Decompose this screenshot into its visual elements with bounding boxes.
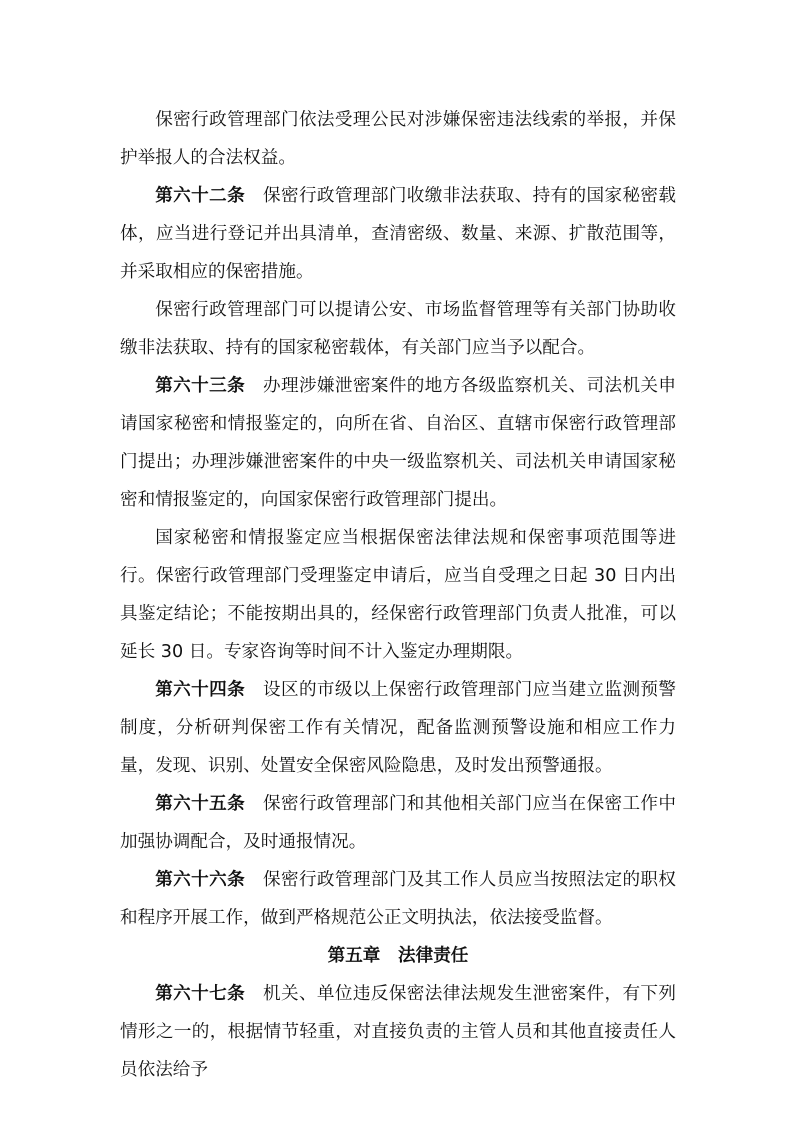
article-67 — [120, 975, 676, 1089]
paragraph-5 — [120, 519, 676, 671]
article-number: 第六十二条 — [155, 186, 246, 206]
article-number: 第六十六条 — [155, 870, 246, 890]
paragraph-text: 国家秘密和情报鉴定应当根据保密法律法规和保密事项范围等进行。保密行政管理部门受理鉴定申请后，应当自受理之日起 30 日内出具鉴定结论；不能按期出具的，经保密行政管理部门负责人批准，可以延长 30 日。专家咨询等时间不计入鉴定办理期限。 — [120, 528, 676, 662]
document-page — [120, 101, 676, 1089]
paragraph-text: 保密行政管理部门和其他相关部门应当在保密工作中加强协调配合，及时通报情况。 — [120, 794, 676, 852]
chapter-title: 法律责任 — [398, 946, 469, 966]
article-63 — [120, 367, 676, 519]
paragraph-text: 保密行政管理部门收缴非法获取、持有的国家秘密载体，应当进行登记并出具清单，查清密级、数量、来源、扩散范围等，并采取相应的保密措施。 — [120, 186, 676, 282]
article-62 — [120, 177, 676, 291]
article-65 — [120, 785, 676, 861]
paragraph-text: 机关、单位违反保密法律法规发生泄密案件，有下列情形之一的，根据情节轻重，对直接负责的主管人员和其他直接责任人员依法给予 — [120, 984, 676, 1080]
paragraph-text: 办理涉嫌泄密案件的地方各级监察机关、司法机关申请国家秘密和情报鉴定的，向所在省、自治区、直辖市保密行政管理部门提出；办理涉嫌泄密案件的中央一级监察机关、司法机关申请国家秘密和情报鉴定的，向国家保密行政管理部门提出。 — [120, 376, 676, 510]
article-number: 第六十四条 — [155, 680, 246, 700]
chapter-heading — [120, 937, 676, 975]
article-number: 第六十七条 — [155, 984, 246, 1004]
paragraph-text: 保密行政管理部门可以提请公安、市场监督管理等有关部门协助收缴非法获取、持有的国家秘密载体，有关部门应当予以配合。 — [120, 300, 676, 358]
chapter-number: 第五章 — [327, 946, 381, 966]
article-64 — [120, 671, 676, 785]
paragraph-text: 保密行政管理部门及其工作人员应当按照法定的职权和程序开展工作，做到严格规范公正文明执法，依法接受监督。 — [120, 870, 676, 928]
paragraph-1 — [120, 101, 676, 177]
paragraph-text: 保密行政管理部门依法受理公民对涉嫌保密违法线索的举报，并保护举报人的合法权益。 — [120, 110, 676, 168]
paragraph-3 — [120, 291, 676, 367]
article-number: 第六十三条 — [155, 376, 246, 396]
paragraph-text: 设区的市级以上保密行政管理部门应当建立监测预警制度，分析研判保密工作有关情况，配备监测预警设施和相应工作力量，发现、识别、处置安全保密风险隐患，及时发出预警通报。 — [120, 680, 676, 776]
article-66 — [120, 861, 676, 937]
article-number: 第六十五条 — [155, 794, 246, 814]
